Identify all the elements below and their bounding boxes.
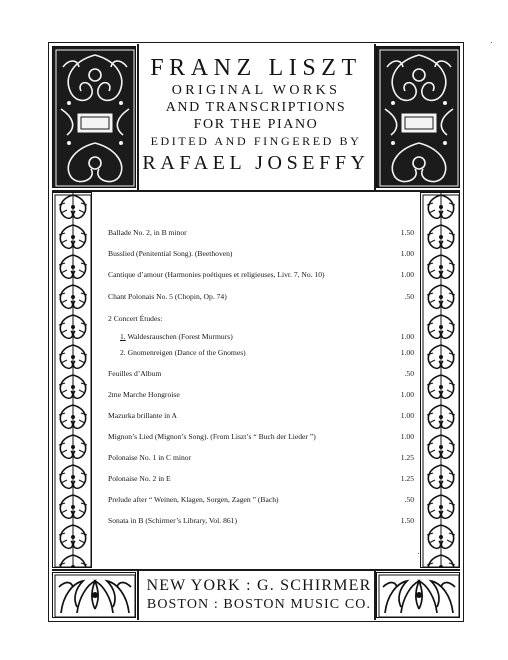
- list-item: [108, 409, 414, 423]
- work-title: Feuilles d’Album: [108, 369, 162, 378]
- top-left-ornament: [52, 46, 136, 188]
- list-item: [108, 226, 414, 240]
- acanthus-leaf-icon: [377, 573, 460, 618]
- work-title: Mignon’s Lied (Mignon’s Song). (From Liszt’s “ Buch der Lieder ”): [108, 432, 316, 441]
- list-item: [108, 330, 414, 344]
- work-title: [120, 330, 233, 344]
- work-price: 1.00: [400, 411, 414, 420]
- work-price: 1.00: [400, 249, 414, 258]
- work-price: 1.00: [400, 332, 414, 341]
- work-price: .50: [404, 495, 414, 504]
- footer-left-rule: [137, 570, 139, 620]
- title-line-for-the-piano: FOR THE PIANO: [193, 117, 319, 132]
- title-line-edited-by: EDITED AND FINGERED BY: [150, 134, 362, 148]
- list-item: [108, 493, 414, 507]
- title-block: [138, 55, 374, 175]
- right-border-ornament: [420, 192, 460, 568]
- work-title: Busslied (Penitential Song). (Beethoven): [108, 249, 233, 258]
- work-title-text: Gnomenreigen (Dance of the Gnomes): [127, 348, 246, 357]
- print-speck: [491, 42, 492, 43]
- left-border-ornament: [52, 192, 92, 568]
- bottom-left-ornament: [52, 572, 136, 618]
- footer-right-rule: [374, 570, 376, 620]
- work-price: .50: [404, 369, 414, 378]
- work-price: 1.00: [400, 270, 414, 279]
- composer-name: FRANZ LISZT: [150, 55, 362, 81]
- work-title: Cantique d’amour (Harmonies poétiques et religieuses, Livr. 7, No. 10): [108, 270, 325, 279]
- work-price: .50: [404, 292, 414, 301]
- list-item: [108, 268, 414, 282]
- list-item: [108, 472, 414, 486]
- publisher-block: [146, 576, 372, 614]
- work-title: Mazurka brillante in A: [108, 411, 177, 420]
- list-item: [108, 290, 414, 304]
- work-title: Ballade No. 2, in B minor: [108, 228, 187, 237]
- leaf-scroll-icon: [53, 193, 92, 568]
- work-title: [120, 346, 246, 360]
- work-title: Sonata in B (Schirmer’s Library, Vol. 861): [108, 516, 238, 525]
- work-price: 1.25: [400, 453, 414, 462]
- bottom-right-ornament: [376, 572, 460, 618]
- item-number: 1.: [120, 332, 126, 341]
- title-right-rule: [374, 44, 376, 190]
- acanthus-leaf-icon: [53, 573, 136, 618]
- work-title: Prelude after “ Weinen, Klagen, Sorgen, Zagen ” (Bach): [108, 495, 279, 504]
- work-price: 1.00: [400, 348, 414, 357]
- list-item: [108, 247, 414, 261]
- list-item: [108, 312, 414, 326]
- work-price: 1.00: [400, 390, 414, 399]
- work-title: 2 Concert Études:: [108, 314, 163, 323]
- list-item: [108, 430, 414, 444]
- work-title-text: Waldesrauschen (Forest Murmurs): [127, 332, 233, 341]
- footer-divider-line: [52, 569, 460, 571]
- title-line-transcriptions: AND TRANSCRIPTIONS: [165, 100, 347, 115]
- agent-name: BOSTON : BOSTON MUSIC CO.: [146, 597, 372, 612]
- work-price: 1.00: [400, 432, 414, 441]
- list-item: [108, 388, 414, 402]
- work-price: 1.25: [400, 474, 414, 483]
- list-item: [108, 367, 414, 381]
- work-title: Polonaise No. 2 in E: [108, 474, 171, 483]
- item-number: 2.: [120, 348, 126, 357]
- work-title: Chant Polonais No. 5 (Chopin, Op. 74): [108, 292, 227, 301]
- scroll-ornament-icon: [377, 47, 460, 188]
- list-item: [108, 346, 414, 360]
- title-line-original-works: ORIGINAL WORKS: [171, 83, 341, 98]
- work-title: Polonaise No. 1 in C minor: [108, 453, 192, 462]
- print-speck: [418, 553, 419, 554]
- leaf-scroll-icon: [421, 193, 460, 568]
- editor-name: RAFAEL JOSEFFY: [142, 152, 370, 174]
- work-price: 1.50: [400, 516, 414, 525]
- title-divider-line: [52, 190, 460, 192]
- scroll-ornament-icon: [53, 47, 136, 188]
- work-price: 1.50: [400, 228, 414, 237]
- work-title: 2me Marche Hongroise: [108, 390, 180, 399]
- list-item: [108, 451, 414, 465]
- list-item: [108, 514, 414, 528]
- publisher-name: NEW YORK : G. SCHIRMER: [146, 577, 372, 594]
- top-right-ornament: [376, 46, 460, 188]
